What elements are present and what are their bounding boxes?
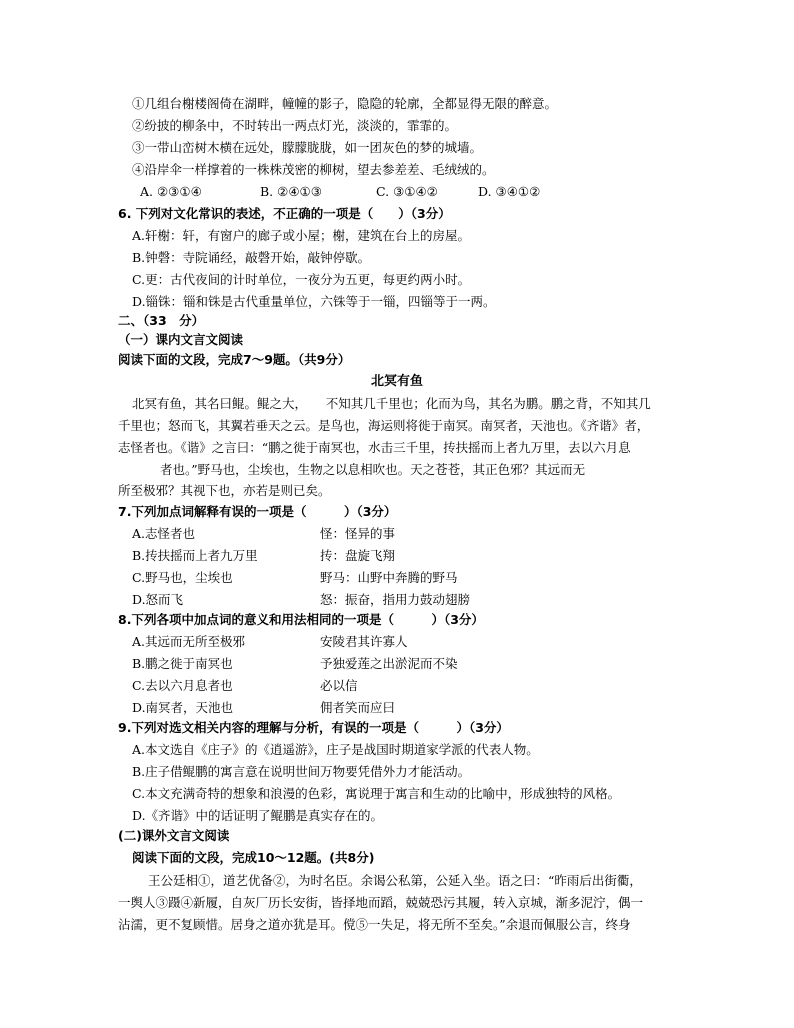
q7-a-phrase: A.志怪者也 [132, 526, 196, 541]
q7-d-gloss: 怒：振奋，指用力鼓动翅膀 [320, 592, 471, 607]
q7-c-gloss: 野马：山野中奔腾的野马 [320, 570, 458, 585]
imagery-line-3: ③一带山峦树木横在远处，朦朦胧胧，如一团灰色的梦的城墙。 [132, 140, 483, 155]
q8-a-left: A.其远而无所至极邪 [132, 634, 246, 649]
q9-stem: 9.下列对选文相关内容的理解与分析，有误的一项是（ ）（3分） [118, 720, 509, 735]
passage-line-5: 所至极邪？其视下也，亦若是则已矣。 [118, 483, 331, 498]
imagery-line-4: ④沿岸伞一样撑着的一株株茂密的柳树，望去参差差、毛绒绒的。 [132, 162, 495, 177]
q7-stem: 7.下列加点词解释有误的一项是（ ）（3分） [118, 504, 397, 519]
instruction-1: 阅读下面的文段，完成7～9题。（共9分） [118, 352, 351, 367]
passage2-line-3: 沾濡，更不复顾惜。居身之道亦犹是耳。傥⑤一失足，将无所不至矣。”余退而佩服公言，终身 [118, 917, 631, 932]
q9-option-d: D.《齐谐》中的话证明了鲲鹏是真实存在的。 [132, 808, 384, 823]
q5-option-d: D. ③④①② [478, 184, 541, 199]
q6-option-d: D.锱铢：锱和铢是古代重量单位，六铢等于一锱，四锱等于一两。 [132, 294, 496, 309]
section-2-heading: 二、（33 分） [118, 313, 205, 328]
passage-title: 北冥有鱼 [371, 374, 424, 389]
q6-option-c: C.更：古代夜间的计时单位，一夜分为五更，每更约两小时。 [132, 272, 471, 287]
q8-b-right: 予独爱莲之出淤泥而不染 [320, 656, 458, 671]
section-2-2-heading: (二)课外文言文阅读 [118, 828, 230, 843]
section-2-1-heading: （一）课内文言文阅读 [118, 332, 244, 347]
q6-option-a: A.轩榭：轩，有窗户的廊子或小屋；榭，建筑在台上的房屋。 [132, 228, 471, 243]
q9-option-a: A.本文选自《庄子》的《逍遥游》，庄子是战国时期道家学派的代表人物。 [132, 742, 539, 757]
q8-c-left: C.去以六月息者也 [132, 678, 233, 693]
passage-line-3: 志怪者也。《谐》之言曰：“鹏之徙于南冥也，水击三千里，抟扶摇而上者九万里，去以六月息 [118, 440, 631, 455]
q7-b-phrase: B.抟扶摇而上者九万里 [132, 548, 258, 563]
q9-option-c: C.本文充满奇特的想象和浪漫的色彩，寓说理于寓言和生动的比喻中，形成独特的风格。 [132, 786, 621, 801]
imagery-line-2: ②纷披的柳条中，不时转出一两点灯光，淡淡的，霏霏的。 [132, 118, 458, 133]
imagery-line-1: ①几组台榭楼阁倚在湖畔，幢幢的影子，隐隐的轮廓，全都显得无限的醉意。 [132, 96, 558, 111]
passage2-line-2: 一舆人③蹑④新履，自灰厂历长安街，皆择地而蹈，兢兢恐污其履，转入京城，渐多泥泞，偶一 [118, 895, 644, 910]
q7-c-phrase: C.野马也，尘埃也 [132, 570, 233, 585]
q7-a-gloss: 怪：怪异的事 [320, 526, 396, 541]
q8-a-right: 安陵君其许寡人 [320, 634, 408, 649]
q7-d-phrase: D.怒而飞 [132, 592, 184, 607]
passage-line-4: 者也。”野马也，尘埃也，生物之以息相吹也。天之苍苍，其正色邪？其远而无 [160, 462, 586, 477]
instruction-2: 阅读下面的文段，完成10～12题。(共8分) [132, 850, 375, 865]
q5-option-b: B. ②④①③ [260, 184, 322, 199]
q8-d-left: D.南冥者，天池也 [132, 700, 234, 715]
q5-option-c: C. ③①④② [376, 184, 438, 199]
q6-option-b: B.钟磬：寺院诵经，敲磬开始，敲钟停歇。 [132, 250, 371, 265]
q7-b-gloss: 抟：盘旋飞翔 [320, 548, 396, 563]
passage-line-2: 千里也；怒而飞，其翼若垂天之云。是鸟也，海运则将徙于南冥。南冥者，天池也。《齐谐》者， [118, 418, 650, 433]
q9-option-b: B.庄子借鲲鹏的寓言意在说明世间万物要凭借外力才能活动。 [132, 764, 471, 779]
q5-option-a: A. ②③①④ [140, 184, 202, 199]
q8-d-right: 佣者笑而应曰 [320, 700, 396, 715]
q6-stem: 6. 下列对文化常识的表述，不正确的一项是（ ）（3分） [118, 206, 451, 221]
q8-c-right: 必以信 [320, 678, 358, 693]
q8-b-left: B.鹏之徙于南冥也 [132, 656, 233, 671]
passage2-line-1: 王公廷相①，道艺优备②，为时名臣。余谒公私第，公延入坐。语之曰：“昨雨后出街衢， [148, 873, 642, 888]
passage-line-1: 北冥有鱼，其名曰鲲。鲲之大， 不知其几千里也；化而为鸟，其名为鹏。鹏之背，不知其几 [132, 396, 651, 411]
q8-stem: 8.下列各项中加点词的意义和用法相同的一项是（ ）（3分） [118, 612, 484, 627]
